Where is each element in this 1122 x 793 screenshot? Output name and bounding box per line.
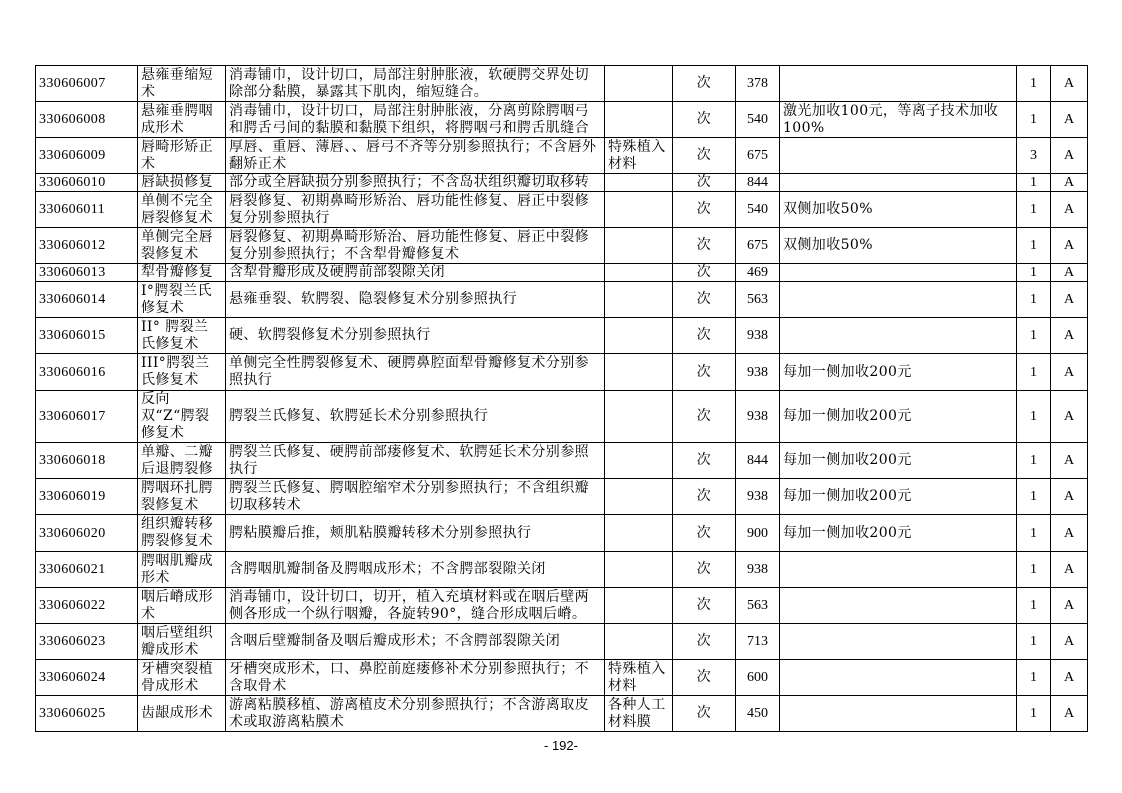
price-cell: 600 bbox=[736, 660, 780, 696]
table-row bbox=[36, 552, 1088, 588]
exclusion-cell bbox=[605, 174, 673, 192]
note-cell: 每加一侧加收200元 bbox=[780, 479, 1017, 515]
unit-cell: 次 bbox=[673, 696, 736, 732]
note-cell bbox=[780, 660, 1017, 696]
table-row bbox=[36, 282, 1088, 318]
count-cell: 1 bbox=[1017, 228, 1051, 264]
unit-cell: 次 bbox=[673, 443, 736, 479]
unit-cell: 次 bbox=[673, 588, 736, 624]
price-cell: 450 bbox=[736, 696, 780, 732]
note-cell bbox=[780, 66, 1017, 102]
content-cell: 悬雍垂裂、软腭裂、隐裂修复术分别参照执行 bbox=[226, 282, 605, 318]
grade-cell: A bbox=[1051, 264, 1088, 282]
count-cell: 1 bbox=[1017, 696, 1051, 732]
content-cell: 消毒铺巾，设计切口，局部注射肿胀液，软硬腭交界处切除部分黏膜，暴露其下肌肉，缩短缝合。 bbox=[226, 66, 605, 102]
table-row bbox=[36, 102, 1088, 138]
code-cell: 330606019 bbox=[36, 479, 138, 515]
price-cell: 675 bbox=[736, 228, 780, 264]
content-cell: 含咽后壁瓣制备及咽后瓣成形术；不含腭部裂隙关闭 bbox=[226, 624, 605, 660]
name-cell: II° 腭裂兰氏修复术 bbox=[138, 318, 226, 354]
table-row bbox=[36, 660, 1088, 696]
grade-cell: A bbox=[1051, 443, 1088, 479]
name-cell: 单侧完全唇裂修复术 bbox=[138, 228, 226, 264]
exclusion-cell bbox=[605, 318, 673, 354]
price-cell: 675 bbox=[736, 138, 780, 174]
name-cell: 反向双“Z“腭裂修复术 bbox=[138, 391, 226, 443]
grade-cell: A bbox=[1051, 174, 1088, 192]
code-cell: 330606010 bbox=[36, 174, 138, 192]
price-cell: 378 bbox=[736, 66, 780, 102]
content-cell: 含犁骨瓣形成及硬腭前部裂隙关闭 bbox=[226, 264, 605, 282]
exclusion-cell bbox=[605, 192, 673, 228]
price-cell: 938 bbox=[736, 479, 780, 515]
exclusion-cell bbox=[605, 552, 673, 588]
name-cell: 单瓣、二瓣后退腭裂修 bbox=[138, 443, 226, 479]
count-cell: 1 bbox=[1017, 264, 1051, 282]
count-cell: 1 bbox=[1017, 282, 1051, 318]
code-cell: 330606011 bbox=[36, 192, 138, 228]
table-row bbox=[36, 588, 1088, 624]
exclusion-cell bbox=[605, 588, 673, 624]
unit-cell: 次 bbox=[673, 552, 736, 588]
note-cell: 每加一侧加收200元 bbox=[780, 443, 1017, 479]
count-cell: 1 bbox=[1017, 174, 1051, 192]
count-cell: 1 bbox=[1017, 515, 1051, 552]
code-cell: 330606009 bbox=[36, 138, 138, 174]
note-cell bbox=[780, 264, 1017, 282]
table-row bbox=[36, 696, 1088, 732]
fee-schedule-table bbox=[35, 65, 1088, 732]
price-cell: 900 bbox=[736, 515, 780, 552]
content-cell: 腭裂兰氏修复、软腭延长术分别参照执行 bbox=[226, 391, 605, 443]
content-cell: 单侧完全性腭裂修复术、硬腭鼻腔面犁骨瓣修复术分别参照执行 bbox=[226, 354, 605, 391]
note-cell: 激光加收100元，等离子技术加收100% bbox=[780, 102, 1017, 138]
name-cell: 单侧不完全唇裂修复术 bbox=[138, 192, 226, 228]
code-cell: 330606008 bbox=[36, 102, 138, 138]
count-cell: 1 bbox=[1017, 552, 1051, 588]
note-cell: 每加一侧加收200元 bbox=[780, 515, 1017, 552]
grade-cell: A bbox=[1051, 318, 1088, 354]
unit-cell: 次 bbox=[673, 138, 736, 174]
unit-cell: 次 bbox=[673, 192, 736, 228]
unit-cell: 次 bbox=[673, 660, 736, 696]
table-row bbox=[36, 443, 1088, 479]
count-cell: 1 bbox=[1017, 479, 1051, 515]
code-cell: 330606021 bbox=[36, 552, 138, 588]
price-cell: 938 bbox=[736, 391, 780, 443]
exclusion-cell: 特殊植入材料 bbox=[605, 138, 673, 174]
code-cell: 330606025 bbox=[36, 696, 138, 732]
exclusion-cell bbox=[605, 479, 673, 515]
count-cell: 1 bbox=[1017, 66, 1051, 102]
page-number: - 192- bbox=[544, 738, 578, 753]
price-cell: 713 bbox=[736, 624, 780, 660]
note-cell: 双侧加收50% bbox=[780, 192, 1017, 228]
table-row bbox=[36, 354, 1088, 391]
count-cell: 3 bbox=[1017, 138, 1051, 174]
note-cell: 每加一侧加收200元 bbox=[780, 354, 1017, 391]
note-cell bbox=[780, 138, 1017, 174]
exclusion-cell: 各种人工材料膜 bbox=[605, 696, 673, 732]
note-cell bbox=[780, 318, 1017, 354]
table-row bbox=[36, 624, 1088, 660]
exclusion-cell bbox=[605, 282, 673, 318]
grade-cell: A bbox=[1051, 102, 1088, 138]
name-cell: 咽后嵴成形术 bbox=[138, 588, 226, 624]
count-cell: 1 bbox=[1017, 443, 1051, 479]
grade-cell: A bbox=[1051, 192, 1088, 228]
table-row bbox=[36, 192, 1088, 228]
name-cell: 犁骨瓣修复 bbox=[138, 264, 226, 282]
content-cell: 厚唇、重唇、薄唇、、唇弓不齐等分别参照执行；不含唇外翻矫正术 bbox=[226, 138, 605, 174]
count-cell: 1 bbox=[1017, 354, 1051, 391]
note-cell bbox=[780, 174, 1017, 192]
content-cell: 腭裂兰氏修复、硬腭前部瘘修复术、软腭延长术分别参照执行 bbox=[226, 443, 605, 479]
code-cell: 330606022 bbox=[36, 588, 138, 624]
unit-cell: 次 bbox=[673, 624, 736, 660]
code-cell: 330606014 bbox=[36, 282, 138, 318]
grade-cell: A bbox=[1051, 624, 1088, 660]
price-cell: 540 bbox=[736, 192, 780, 228]
table-row bbox=[36, 264, 1088, 282]
price-cell: 469 bbox=[736, 264, 780, 282]
content-cell: 消毒铺巾，设计切口，切开，植入充填材料或在咽后壁两侧各形成一个纵行咽瓣，各旋转90°，缝合形成咽后嵴。 bbox=[226, 588, 605, 624]
code-cell: 330606018 bbox=[36, 443, 138, 479]
name-cell: 唇畸形矫正术 bbox=[138, 138, 226, 174]
count-cell: 1 bbox=[1017, 318, 1051, 354]
exclusion-cell bbox=[605, 443, 673, 479]
table-row bbox=[36, 318, 1088, 354]
unit-cell: 次 bbox=[673, 264, 736, 282]
table-row bbox=[36, 391, 1088, 443]
unit-cell: 次 bbox=[673, 391, 736, 443]
grade-cell: A bbox=[1051, 228, 1088, 264]
grade-cell: A bbox=[1051, 588, 1088, 624]
name-cell: 齿龈成形术 bbox=[138, 696, 226, 732]
note-cell: 双侧加收50% bbox=[780, 228, 1017, 264]
exclusion-cell bbox=[605, 515, 673, 552]
count-cell: 1 bbox=[1017, 102, 1051, 138]
exclusion-cell bbox=[605, 66, 673, 102]
grade-cell: A bbox=[1051, 354, 1088, 391]
grade-cell: A bbox=[1051, 552, 1088, 588]
name-cell: 悬雍垂腭咽成形术 bbox=[138, 102, 226, 138]
content-cell: 唇裂修复、初期鼻畸形矫治、唇功能性修复、唇正中裂修复分别参照执行；不含犁骨瓣修复术 bbox=[226, 228, 605, 264]
count-cell: 1 bbox=[1017, 588, 1051, 624]
exclusion-cell bbox=[605, 264, 673, 282]
exclusion-cell bbox=[605, 102, 673, 138]
price-cell: 938 bbox=[736, 354, 780, 391]
price-cell: 563 bbox=[736, 282, 780, 318]
name-cell: III°腭裂兰氏修复术 bbox=[138, 354, 226, 391]
grade-cell: A bbox=[1051, 391, 1088, 443]
grade-cell: A bbox=[1051, 282, 1088, 318]
exclusion-cell bbox=[605, 391, 673, 443]
name-cell: 悬雍垂缩短术 bbox=[138, 66, 226, 102]
exclusion-cell bbox=[605, 624, 673, 660]
note-cell bbox=[780, 552, 1017, 588]
code-cell: 330606023 bbox=[36, 624, 138, 660]
content-cell: 含腭咽肌瓣制备及腭咽成形术；不含腭部裂隙关闭 bbox=[226, 552, 605, 588]
table-row bbox=[36, 174, 1088, 192]
grade-cell: A bbox=[1051, 138, 1088, 174]
content-cell: 腭裂兰氏修复、腭咽腔缩窄术分别参照执行；不含组织瓣切取移转术 bbox=[226, 479, 605, 515]
unit-cell: 次 bbox=[673, 515, 736, 552]
grade-cell: A bbox=[1051, 66, 1088, 102]
note-cell bbox=[780, 282, 1017, 318]
content-cell: 腭粘膜瓣后推，颊肌粘膜瓣转移术分别参照执行 bbox=[226, 515, 605, 552]
table-row bbox=[36, 228, 1088, 264]
name-cell: 组织瓣转移腭裂修复术 bbox=[138, 515, 226, 552]
content-cell: 牙槽突成形术，口、鼻腔前庭瘘修补术分别参照执行；不含取骨术 bbox=[226, 660, 605, 696]
name-cell: 咽后壁组织瓣成形术 bbox=[138, 624, 226, 660]
unit-cell: 次 bbox=[673, 282, 736, 318]
exclusion-cell: 特殊植入材料 bbox=[605, 660, 673, 696]
unit-cell: 次 bbox=[673, 318, 736, 354]
content-cell: 部分或全唇缺损分别参照执行；不含岛状组织瓣切取移转 bbox=[226, 174, 605, 192]
name-cell: Ⅰ°腭裂兰氏修复术 bbox=[138, 282, 226, 318]
count-cell: 1 bbox=[1017, 391, 1051, 443]
grade-cell: A bbox=[1051, 660, 1088, 696]
table-row bbox=[36, 479, 1088, 515]
unit-cell: 次 bbox=[673, 479, 736, 515]
note-cell bbox=[780, 696, 1017, 732]
note-cell bbox=[780, 588, 1017, 624]
code-cell: 330606020 bbox=[36, 515, 138, 552]
table-row bbox=[36, 66, 1088, 102]
unit-cell: 次 bbox=[673, 228, 736, 264]
price-cell: 938 bbox=[736, 318, 780, 354]
count-cell: 1 bbox=[1017, 660, 1051, 696]
grade-cell: A bbox=[1051, 515, 1088, 552]
table-row bbox=[36, 515, 1088, 552]
table-row bbox=[36, 138, 1088, 174]
unit-cell: 次 bbox=[673, 66, 736, 102]
price-cell: 844 bbox=[736, 174, 780, 192]
count-cell: 1 bbox=[1017, 624, 1051, 660]
name-cell: 牙槽突裂植骨成形术 bbox=[138, 660, 226, 696]
unit-cell: 次 bbox=[673, 354, 736, 391]
price-cell: 844 bbox=[736, 443, 780, 479]
note-cell bbox=[780, 624, 1017, 660]
unit-cell: 次 bbox=[673, 174, 736, 192]
price-cell: 938 bbox=[736, 552, 780, 588]
code-cell: 330606013 bbox=[36, 264, 138, 282]
content-cell: 硬、软腭裂修复术分别参照执行 bbox=[226, 318, 605, 354]
code-cell: 330606016 bbox=[36, 354, 138, 391]
code-cell: 330606024 bbox=[36, 660, 138, 696]
note-cell: 每加一侧加收200元 bbox=[780, 391, 1017, 443]
name-cell: 腭咽肌瓣成形术 bbox=[138, 552, 226, 588]
price-cell: 563 bbox=[736, 588, 780, 624]
code-cell: 330606017 bbox=[36, 391, 138, 443]
exclusion-cell bbox=[605, 228, 673, 264]
price-cell: 540 bbox=[736, 102, 780, 138]
name-cell: 腭咽环扎腭裂修复术 bbox=[138, 479, 226, 515]
grade-cell: A bbox=[1051, 696, 1088, 732]
exclusion-cell bbox=[605, 354, 673, 391]
content-cell: 消毒铺巾，设计切口，局部注射肿胀液，分离剪除腭咽弓和腭舌弓间的黏膜和黏膜下组织，将腭咽弓和腭舌肌缝合 bbox=[226, 102, 605, 138]
content-cell: 唇裂修复、初期鼻畸形矫治、唇功能性修复、唇正中裂修复分别参照执行 bbox=[226, 192, 605, 228]
unit-cell: 次 bbox=[673, 102, 736, 138]
code-cell: 330606007 bbox=[36, 66, 138, 102]
code-cell: 330606015 bbox=[36, 318, 138, 354]
code-cell: 330606012 bbox=[36, 228, 138, 264]
content-cell: 游离粘膜移植、游离植皮术分别参照执行；不含游离取皮术或取游离粘膜术 bbox=[226, 696, 605, 732]
grade-cell: A bbox=[1051, 479, 1088, 515]
name-cell: 唇缺损修复 bbox=[138, 174, 226, 192]
count-cell: 1 bbox=[1017, 192, 1051, 228]
